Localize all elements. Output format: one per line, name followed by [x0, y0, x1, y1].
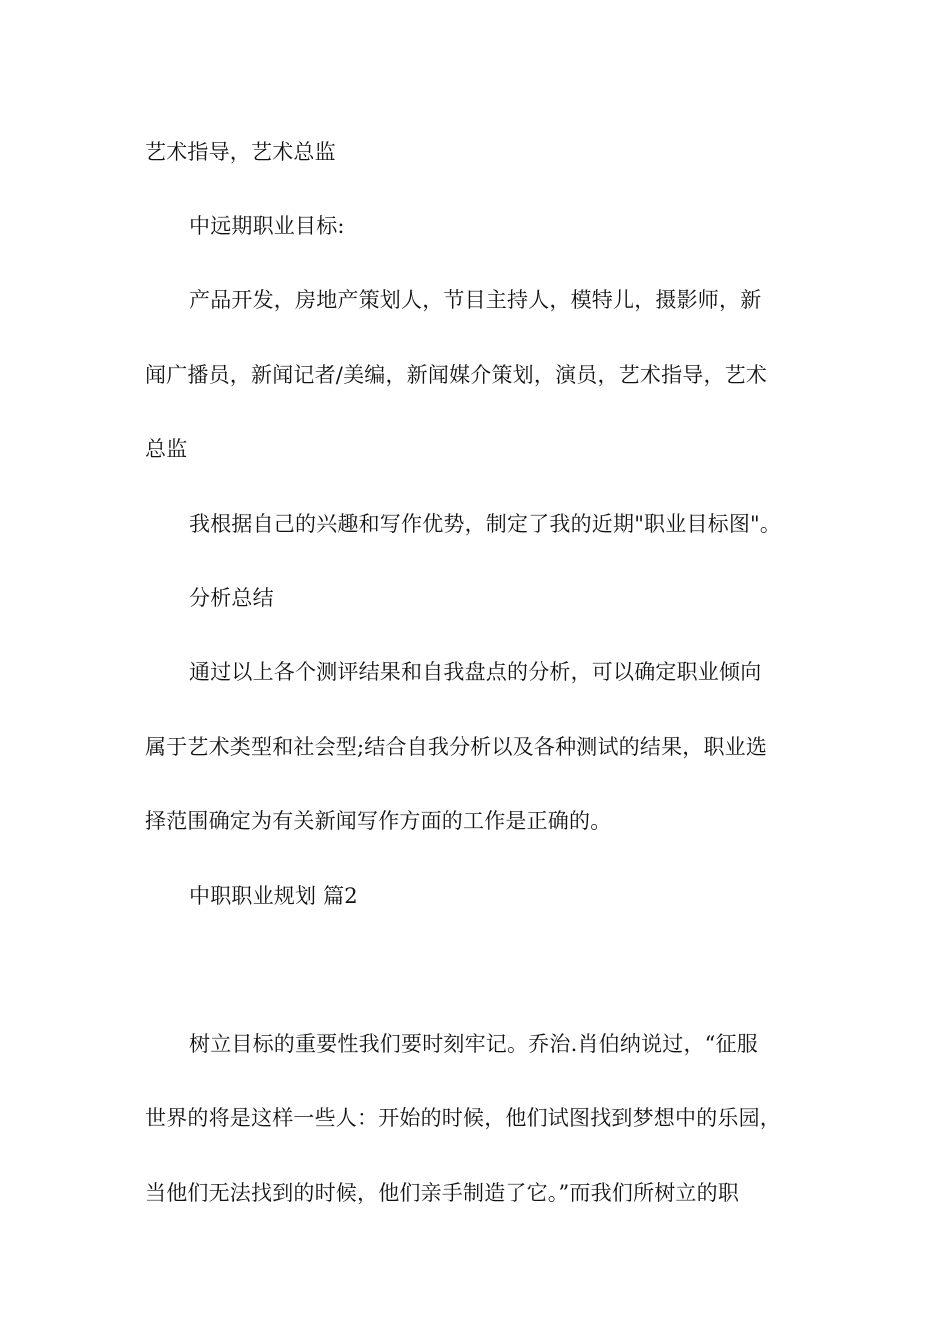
text-line: 产品开发，房地产策划人，节目主持人，模特儿，摄影师，新: [189, 288, 762, 312]
subheading: 中远期职业目标:: [189, 214, 345, 238]
text-line: 属于艺术类型和社会型;结合自我分析以及各种测试的结果，职业选: [145, 735, 768, 759]
text-line: 我根据自己的兴趣和写作优势，制定了我的近期"职业目标图"。: [189, 512, 782, 536]
subheading: 分析总结: [189, 586, 274, 610]
text-line: 树立目标的重要性我们要时刻牢记。乔治.肖伯纳说过，“征服: [189, 1032, 759, 1056]
text-line: 择范围确定为有关新闻写作方面的工作是正确的。: [145, 809, 612, 833]
section-heading: 中职职业规划 篇2: [189, 884, 358, 908]
text-line: 总监: [145, 437, 188, 461]
text-line: 闻广播员，新闻记者/美编，新闻媒介策划，演员，艺术指导，艺术: [145, 363, 768, 387]
text-line: 当他们无法找到的时候，他们亲手制造了它。”而我们所树立的职: [145, 1181, 740, 1205]
text-line: 通过以上各个测评结果和自我盘点的分析，可以确定职业倾向: [189, 660, 762, 684]
text-line: 艺术指导，艺术总监: [145, 140, 336, 164]
text-line: 世界的将是这样一些人：开始的时候，他们试图找到梦想中的乐园，: [145, 1106, 781, 1130]
